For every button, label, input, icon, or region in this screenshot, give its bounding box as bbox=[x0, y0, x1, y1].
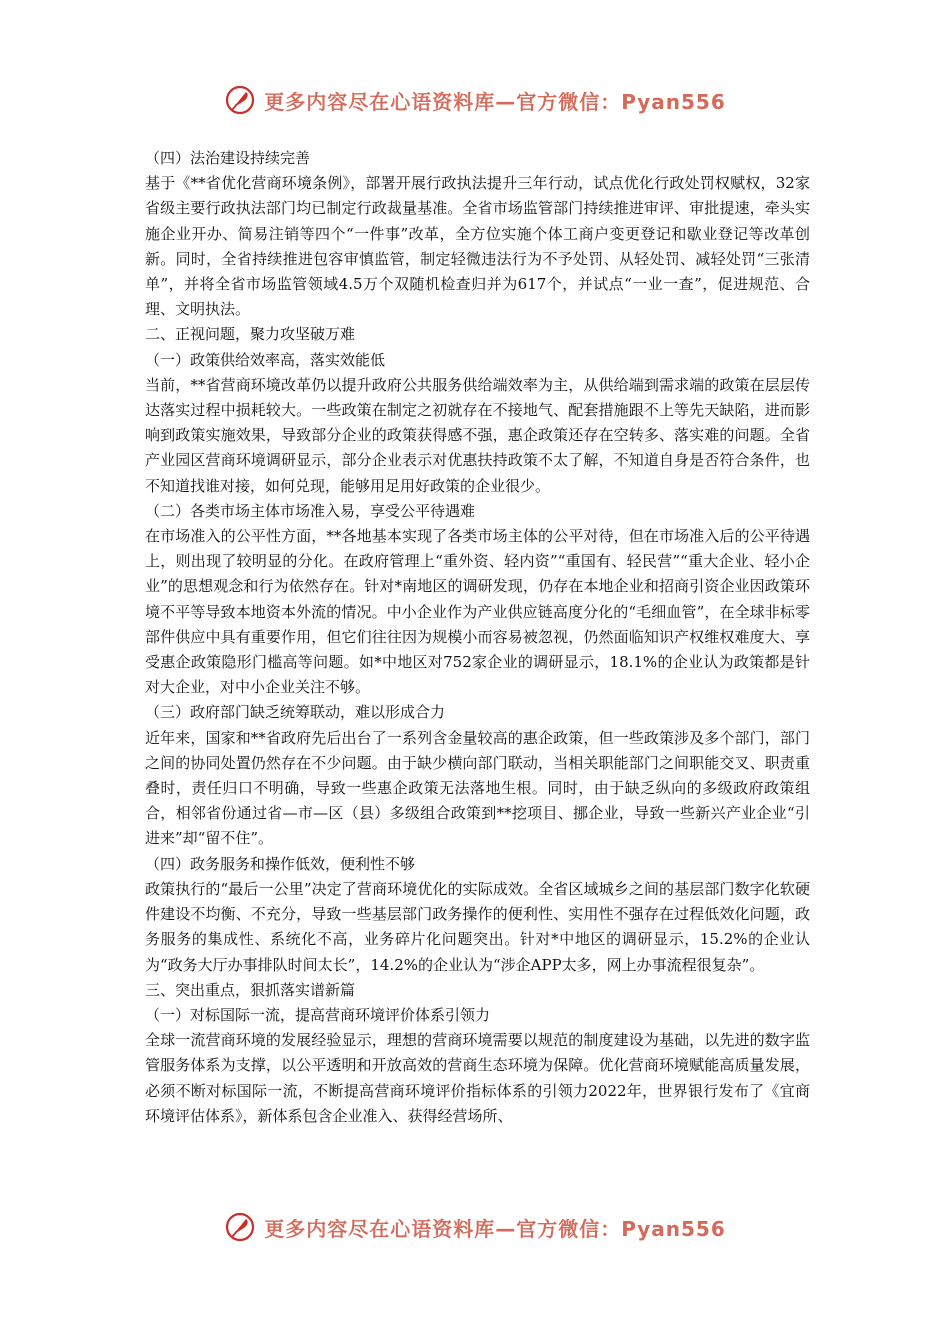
body-paragraph: 近年来，国家和**省政府先后出台了一系列含金量较高的惠企政策，但一些政策涉及多个部门，部门之间的协同处置仍然存在不少问题。由于缺少横向部门联动，当相关职能部门之间职能交叉、职责重叠时，责任归口不明确，导致一些惠企政策无法落地生根。同时，由于缺乏纵向的多级政府政策组合，相邻省份通过省—市—区（县）多级组合政策到**挖项目、挪企业，导致一些新兴产业企业“引进来”却“留不住”。 bbox=[145, 728, 810, 848]
document-body bbox=[145, 146, 810, 1129]
banner-text: 更多内容尽在心语资料库—官方微信：Pyan556 bbox=[264, 1216, 726, 1241]
body-paragraph: 全球一流营商环境的发展经验显示，理想的营商环境需要以规范的制度建设为基础，以先进的数字监管服务体系为支撑，以公平透明和开放高效的营商生态环境为保障。优化营商环境赋能高质量发展，必须不断对标国际一流，不断提高营商环境评价指标体系的引领力2022年，世界银行发布了《宜商环境评估体系》，新体系包含企业准入、获得经营场所、 bbox=[145, 1031, 810, 1125]
section-heading: （二）各类市场主体市场准入易，享受公平待遇难 bbox=[145, 501, 476, 520]
quill-logo-icon bbox=[224, 1211, 256, 1243]
footer-banner bbox=[0, 1211, 950, 1243]
section-heading: （一）政策供给效率高，落实效能低 bbox=[145, 350, 386, 369]
banner-text: 更多内容尽在心语资料库—官方微信：Pyan556 bbox=[264, 89, 726, 114]
body-paragraph: 基于《**省优化营商环境条例》，部署开展行政执法提升三年行动，试点优化行政处罚权赋权，32家省级主要行政执法部门均已制定行政裁量基准。全省市场监管部门持续推进审评、审批提速，牵头实施企业开办、简易注销等四个“一件事”改革，全方位实施个体工商户变更登记和歇业登记等改革创新。同时，全省持续推进包容审慎监管，制定轻微违法行为不予处罚、从轻处罚、减轻处罚“三张清单”，并将全省市场监管领域4.5万个双随机检查归并为617个，并试点“一业一查”，促进规范、合理、文明执法。 bbox=[145, 174, 810, 319]
header-banner bbox=[0, 84, 950, 116]
section-heading: 二、正视问题，聚力攻坚破万难 bbox=[145, 325, 356, 344]
section-heading: 三、突出重点，狠抓落实谱新篇 bbox=[145, 980, 356, 999]
body-paragraph: 在市场准入的公平性方面，**各地基本实现了各类市场主体的公平对待，但在市场准入后的公平待遇上，则出现了较明显的分化。在政府管理上“重外资、轻内资”“重国有、轻民营”“重大企业、轻小企业”的思想观念和行为依然存在。针对*南地区的调研发现，仍存在本地企业和招商引资企业因政策环境不平等导致本地资本外流的情况。中小企业作为产业供应链高度分化的“毛细血管”，在全球非标零部件供应中具有重要作用，但它们往往因为规模小而容易被忽视，仍然面临知识产权维权难度大、享受惠企政策隐形门槛高等问题。如*中地区对752家企业的调研显示，18.1%的企业认为政策都是针对大企业，对中小企业关注不够。 bbox=[145, 527, 810, 697]
body-paragraph: 政策执行的“最后一公里”决定了营商环境优化的实际成效。全省区域城乡之间的基层部门数字化软硬件建设不均衡、不充分，导致一些基层部门政务操作的便利性、实用性不强存在过程低效化问题，政务服务的集成性、系统化不高，业务碎片化问题突出。针对*中地区的调研显示，15.2%的企业认为“政务大厅办事排队时间太长”，14.2%的企业认为“涉企APP太多，网上办事流程很复杂”。 bbox=[145, 879, 810, 974]
section-heading: （三）政府部门缺乏统筹联动，难以形成合力 bbox=[145, 703, 446, 722]
section-heading: （一）对标国际一流，提高营商环境评价体系引领力 bbox=[145, 1005, 491, 1024]
section-heading: （四）法治建设持续完善 bbox=[145, 149, 311, 167]
body-paragraph: 当前，**省营商环境改革仍以提升政府公共服务供给端效率为主，从供给端到需求端的政策在层层传达落实过程中损耗较大。一些政策在制定之初就存在不接地气、配套措施跟不上等先天缺陷，进而影响到政策实施效果，导致部分企业的政策获得感不强，惠企政策还存在空转多、落实难的问题。全省产业园区营商环境调研显示，部分企业表示对优惠扶持政策不太了解，不知道自身是否符合条件，也不知道找谁对接，如何兑现，能够用足用好政策的企业很少。 bbox=[145, 375, 810, 495]
section-heading: （四）政务服务和操作低效，便利性不够 bbox=[145, 854, 416, 873]
quill-logo-icon bbox=[224, 84, 256, 116]
